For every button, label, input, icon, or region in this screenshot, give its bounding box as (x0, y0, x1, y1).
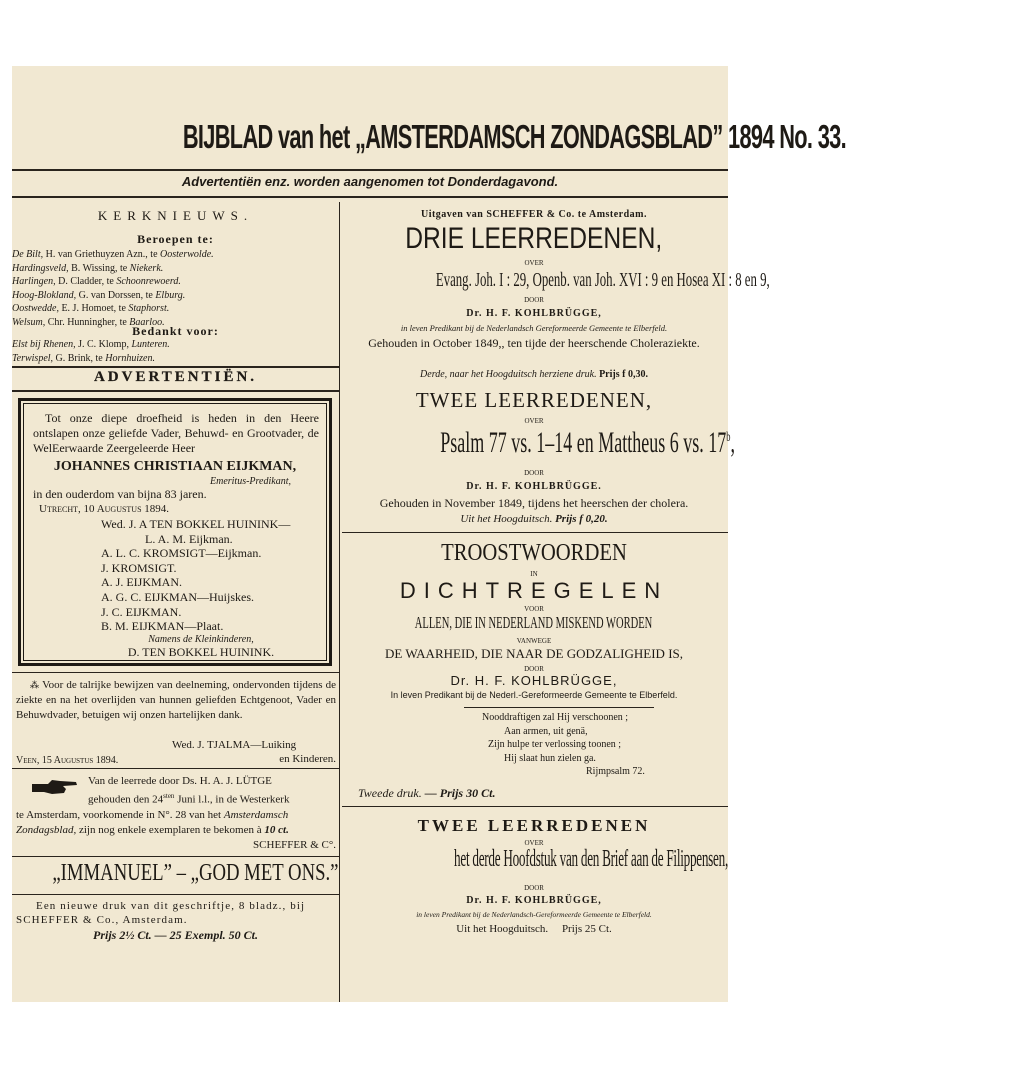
allen-text: ALLEN, DIE IN NEDERLAND MISKEND WORDEN (415, 613, 653, 632)
verse-ref: Rijmpsalm 72. (586, 766, 645, 777)
section-rule (12, 768, 339, 769)
masthead-title: BIJBLAD van het „AMSTERDAMSCH ZONDAGSBLAD” 1894 No. 33. (182, 118, 846, 155)
immanuel-title (12, 860, 339, 887)
family-member: A. J. EIJKMAN. (101, 575, 182, 590)
advertentien-heading: ADVERTENTIËN. (93, 369, 258, 385)
list-item: Welsum, Chr. Hunningher, te Baarloo. (12, 316, 165, 328)
list-item: Hardingsveld, B. Wissing, te Niekerk. (12, 262, 164, 274)
in-label: IN (530, 570, 538, 578)
dichtregelen-title: DICHTREGELEN (399, 578, 669, 603)
verse-line: Aan armen, uit genä, (504, 725, 588, 737)
filippensen-text: het derde Hoofdstuk van den Brief aan de Filippensen, (454, 846, 728, 872)
family-member: A. G. C. EIJKMAN—Huijskes. (101, 589, 254, 604)
pred-line: in leven Predikant bij de Nederlandsch Gereformeerde Gemeente te Elberfeld. (400, 323, 668, 333)
thanks-place: Veen, 15 Augustus 1894. (16, 755, 119, 766)
gehouden-line: Gehouden in November 1849, tijdens het heerschen der cholera. (379, 496, 689, 510)
thanks-notice (16, 678, 336, 723)
lutge-line: SCHEFFER & C°. (253, 838, 336, 851)
psalm-text: Psalm 77 vs. 1–14 en Mattheus 6 vs. 17$^b$, (440, 426, 735, 459)
twee-leerredenen-title-2: TWEE LEERREDENEN (417, 816, 651, 835)
verse-block (482, 711, 722, 779)
over-label: OVER (524, 839, 544, 847)
asterism-icon: ⁂ (30, 680, 40, 690)
immanuel-line: Een nieuwe druk van dit geschriftje, 8 bladz., bij (36, 900, 306, 912)
last-signature: D. TEN BOKKEL HUININK. (127, 645, 275, 659)
thanks-signature-2: en Kinderen. (279, 753, 336, 765)
family-member: B. M. EIJKMAN—Plaat. (101, 619, 224, 634)
evang-line (342, 269, 770, 292)
publisher-line: Uitgaven van SCHEFFER & Co. te Amsterdam. (420, 209, 648, 220)
section-rule (12, 390, 339, 392)
deceased-name: JOHANNES CHRISTIAAN EIJKMAN, (53, 459, 297, 474)
death-notice-text: Tot onze diepe droefheid is heden in den Heere ontslapen onze geliefde Vader, Behuwd- en Grootvader, de WelEerwaarde Zeergeleerde Heer (33, 411, 319, 455)
family-list (101, 517, 327, 634)
subhead-rule (12, 196, 728, 198)
column-divider (339, 202, 340, 1002)
kerknieuws-heading: KERKNIEUWS. (97, 208, 254, 223)
newspaper-page (12, 66, 846, 1002)
subhead: Advertentiën enz. worden aangenomen tot Donderdagavond. (181, 174, 559, 189)
thanks-text: Voor de talrijke bewijzen van deelneming, ondervonden tijdens de ziekte en na het overlijden van hunnen geliefden Echtgenoot, Vader en Behuwdvader, betuigen wij onzen hartelijken dank. (16, 679, 336, 721)
section-rule (342, 806, 728, 807)
door-label: DOOR (524, 296, 544, 304)
family-member: A. L. C. KROMSIGT—Eijkman. (101, 546, 262, 561)
deceased-title: Emeritus-Predikant, (209, 476, 291, 487)
list-item: De Bilt, H. van Griethuyzen Azn., te Oosterwolde. (12, 249, 214, 260)
verse-line: Hij slaat hun zielen ga. (504, 752, 596, 764)
immanuel-price: Prijs 2½ Ct. — 25 Exempl. 50 Ct. (92, 928, 258, 942)
masthead-rule (12, 169, 728, 171)
masthead (12, 118, 846, 156)
verse-line: Zijn hulpe ter verlossing toonen ; (488, 739, 622, 750)
family-member: J. C. EIJKMAN. (101, 604, 182, 619)
allen-line (342, 613, 726, 633)
beroepen-heading: Beroepen te: (137, 232, 214, 246)
author-name: Dr. H. F. KOHLBRÜGGE, (450, 673, 618, 688)
list-item: Terwispel, G. Brink, te Hornhuizen. (12, 352, 155, 364)
list-item: Elst bij Rhenen, J. C. Klomp, Lunteren. (12, 339, 170, 350)
section-rule (342, 532, 728, 533)
uit-line-2: Uit het Hoogduitsch. Prijs 25 Ct. (456, 923, 612, 935)
family-member: L. A. M. Eijkman. (145, 531, 233, 546)
door-label: DOOR (524, 469, 544, 477)
list-item: Hoog-Blokland, G. van Dorssen, te Elburg. (12, 289, 186, 301)
verse-rule (464, 707, 654, 708)
thanks-signature: Wed. J. TJALMA—Luiking (172, 739, 297, 751)
author-name: Dr. H. F. KOHLBRÜGGE, (466, 308, 602, 319)
author-name: Dr. H. F. KOHLBRÜGGE. (466, 481, 602, 492)
section-rule (12, 856, 339, 857)
psalm-line (342, 426, 735, 460)
lutge-notice (16, 774, 336, 853)
section-rule (12, 366, 339, 368)
derde-line: Derde, naar het Hoogduitsch herziene druk. Prijs f 0,30. (420, 369, 648, 380)
lutge-line: gehouden den $24^{sten}$ Juni l.l., in de Westerkerk (88, 792, 290, 806)
drie-leerredenen-title (342, 222, 726, 256)
verse-line: Nooddraftigen zal Hij verschoonen ; (482, 712, 629, 723)
troostwoorden-title (342, 540, 726, 567)
over-label: OVER (524, 259, 544, 267)
lutge-line: te Amsterdam, voorkomende in N°. 28 van het Amsterdamsch (16, 808, 289, 821)
notice-place-date: Utrecht, 10 Augustus 1894. (39, 503, 170, 515)
tweede-druk-line: Tweede druk. — Prijs 30 Ct. (358, 786, 496, 800)
troostwoorden-text: TROOSTWOORDEN (441, 540, 627, 566)
deceased-age: in den ouderdom van bijna 83 jaren. (33, 487, 207, 501)
immanuel-title-text: „IMMANUEL” – „GOD MET ONS.” (52, 860, 339, 886)
evang-text: Evang. Joh. I : 29, Openb. van Joh. XVI : 9 en Hosea XI : 8 en 9, (435, 269, 770, 291)
section-rule (12, 894, 339, 895)
bedankt-list (12, 338, 339, 365)
namens-line: Namens de Kleinkinderen, (148, 634, 254, 645)
list-item: Harlingen, D. Cladder, te Schoonrewoerd. (12, 276, 181, 287)
door-label: DOOR (524, 884, 544, 892)
lutge-line: Van de leerrede door Ds. H. A. J. LÜTGE (88, 775, 272, 787)
list-item: Oostwedde, E. J. Homoet, te Staphorst. (12, 303, 170, 314)
over-label: OVER (524, 417, 544, 425)
gehouden-line: Gehouden in October 1849,, ten tijde der heerschende Choleraziekte. (368, 336, 700, 350)
lutge-line: Zondagsblad, zijn nog enkele exemplaren te bekomen à 10 ct. (16, 823, 289, 836)
immanuel-line: SCHEFFER & Co., Amsterdam. (16, 914, 188, 926)
waarheid-line: DE WAARHEID, DIE NAAR DE GODZALIGHEID IS, (385, 646, 683, 661)
author-name: Dr. H. F. KOHLBRÜGGE, (466, 895, 602, 906)
family-member: J. KROMSIGT. (101, 560, 177, 575)
bedankt-heading: Bedankt voor: (132, 324, 219, 338)
door-label: DOOR (524, 665, 544, 673)
pred-line: in leven Predikant bij de Nederlandsch-Gereformeerde Gemeente te Elberfeld. (416, 910, 652, 919)
pred-line: In leven Predikant bij de Nederl.-Gereformeerde Gemeente te Elberfeld. (390, 690, 678, 700)
voor-label: VOOR (524, 605, 544, 613)
family-member: Wed. J. A TEN BOKKEL HUININK— (101, 517, 291, 531)
twee-leerredenen-title: TWEE LEERREDENEN, (415, 388, 653, 412)
drie-leerredenen-text: DRIE LEERREDENEN, (405, 222, 663, 255)
beroepen-list (12, 248, 339, 329)
section-rule (12, 672, 339, 673)
filippensen-line (342, 846, 726, 873)
uit-line: Uit het Hoogduitsch. Prijs f 0,20. (460, 513, 608, 525)
vanwege-label: VANWEGE (516, 637, 552, 645)
death-notice (18, 398, 332, 666)
